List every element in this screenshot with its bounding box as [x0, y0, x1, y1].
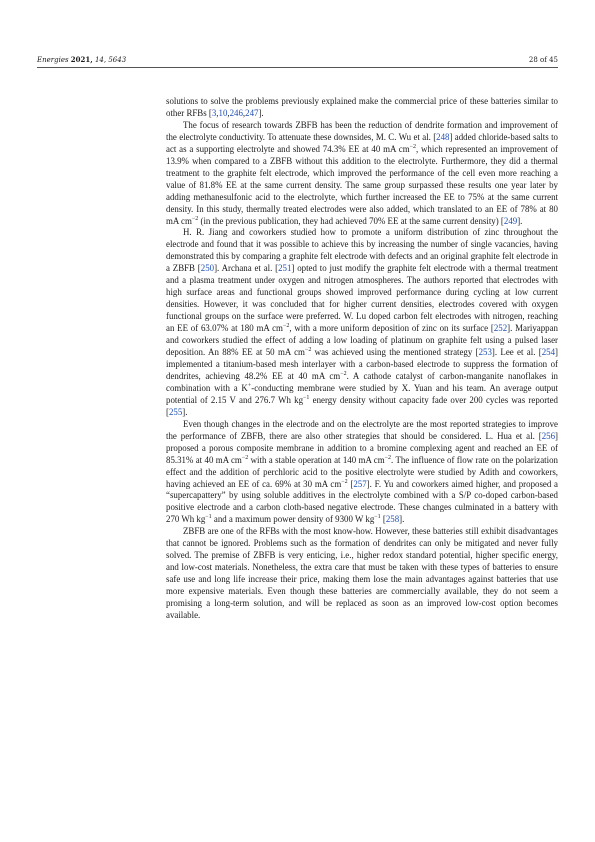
citation-link[interactable]: 255 — [168, 406, 183, 417]
superscript: −1 — [205, 514, 212, 521]
text-run: ]. — [182, 406, 188, 417]
page-number: 28 of 45 — [528, 56, 558, 64]
header-rule — [37, 67, 558, 68]
text-run: Even though changes in the electrode and on the electrolyte are the most reported strategies to improve the performance of ZBFB, there are also other strategies that should be considered. L. Hua et al. [ — [166, 418, 558, 441]
text-run: -conducting membrane were studied by X. Yuan and his team. An average output potential of 2.15 V and 276.7 Wh kg — [166, 382, 558, 405]
superscript: −2 — [384, 454, 391, 461]
text-run: and a maximum power density of 9300 W kg — [211, 514, 375, 525]
text-run: The focus of research towards ZBFB has been the reduction of dendrite formation and improvement of the electrolyte conductivity. To attenuate these downsides, M. C. Wu et al. [ — [166, 119, 558, 142]
superscript: −1 — [303, 394, 310, 401]
article-number: 5643 — [108, 56, 127, 64]
superscript: −2 — [191, 215, 199, 222]
citation-link[interactable]: 10 — [218, 107, 228, 118]
superscript: −2 — [304, 347, 312, 354]
citation-link[interactable]: 247 — [245, 107, 259, 118]
citation-link[interactable]: 258 — [385, 514, 400, 525]
text-run: energy density without capacity fade over 200 cycles was reported [ — [166, 394, 558, 417]
paragraph — [166, 526, 558, 622]
citation-link[interactable]: 251 — [278, 263, 292, 274]
text-run: ]. Archana et al. [ — [214, 263, 279, 274]
superscript: −2 — [282, 323, 290, 330]
citation-link[interactable]: 249 — [503, 215, 518, 226]
citation-link[interactable]: 248 — [436, 131, 450, 142]
superscript: −2 — [340, 370, 347, 377]
text-run: ]. F. Yu and coworkers aimed higher, and proposed a “supercapattery” by using soluble additives in the electrolyte combined with a S/P co-doped carbon-based positive electrode and a carbon cloth-based negative electrode. These changes culminated in a battery with 270 Wh kg — [166, 478, 558, 525]
text-run: ] proposed a porous composite membrane in addition to a bromine complexing agent and reached an EE of 85.31% at 40 mA cm — [166, 430, 558, 465]
journal-volume: 14, — [94, 56, 107, 64]
citation-link[interactable]: 257 — [353, 478, 367, 489]
journal-citation — [37, 54, 126, 66]
text-run: ]. Lee et al. [ — [491, 347, 542, 358]
text-run: . The influence of flow rate on the polarization effect and the addition of perchloric acid to the positive electrolyte were studied by Adith and coworkers, having achieved an EE of ca. 69% at 30 mA cm — [166, 454, 558, 489]
text-run: ZBFB are one of the RFBs with the most know-how. However, these batteries still exhibit disadvantages that cannot be ignored. Problems such as the formation of dendrites can only be mitigated and never fully solved. The premise of ZBFB is very enticing, i.e., higher redox standard potential, higher specific energy, and low-cost materials. Nonetheless, the extra care that must be taken with these types of batteries to ensure safe use and long life increase their price, making them lose the main advantages against batteries that use more expensive materials. Even though these batteries are commercially available, they do not seem a promising a long-term solution, and will be replaced as soon as an improved low-cost option becomes available. — [166, 526, 558, 620]
paragraph — [166, 96, 558, 120]
citation-link[interactable]: 256 — [541, 430, 556, 441]
text-run: was achieved using the mentioned strategy [ — [311, 347, 479, 358]
superscript: + — [247, 382, 252, 389]
journal-name: Energies — [37, 56, 69, 64]
text-run: [ — [347, 478, 354, 489]
citation-link[interactable]: 252 — [493, 323, 508, 334]
text-run: , which represented an improvement of 13.9% when compared to a ZBFB without this addition to the electrolyte. Furthermore, they did a thermal treatment to the graphite felt electrode, which improved the performance of the cell even more reaching a value of 81.8% EE at the same current density. The same group surpassed these results one year later by adding methanesulfonic acid to the electrolyte, which further increased the EE to 75% at the same current density. In this study, thermally treated electrodes were also added, which translated to an EE of 78% at 80 mA cm — [166, 143, 558, 226]
text-run: . A cathode catalyst of carbon-manganite nanoflakes in combination with a K — [166, 370, 558, 393]
text-run: , with a more uniform deposition of zinc on its surface [ — [289, 323, 494, 334]
text-run: ]. — [517, 215, 523, 226]
text-run: with a stable operation at 140 mA cm — [248, 454, 385, 465]
text-run: ] added chloride-based salts to act as a supporting electrolyte and showed 74.3% EE at 40 mA cm — [166, 131, 558, 154]
text-run: ] opted to just modify the graphite felt electrode with a thermal treatment and a plasma treatment under oxygen and nitrogen atmospheres. The authors reported that electrodes with high surface areas and functional groups showed improved performance during cycling at low current densities. However, it was concluded that for higher current densities, electrodes covered with oxygen functional groups on the surface were preferred. W. Lu doped carbon felt electrodes with nitrogen, reaching an EE of 63.07% at 180 mA cm — [166, 263, 558, 334]
citation-link[interactable]: 254 — [541, 347, 556, 358]
text-run: solutions to solve the problems previously explained make the commercial price of these batteries similar to other RFBs [ — [166, 96, 558, 118]
citation-link[interactable]: 250 — [200, 263, 215, 274]
text-run: ]. — [258, 107, 264, 118]
paragraph — [166, 120, 558, 228]
paragraph — [166, 227, 558, 418]
running-header — [37, 54, 558, 66]
text-run: ]. Mariyappan and coworkers studied the effect of adding a low loading of platinum on graphite felt using a pulsed laser deposition. An 88% EE at 50 mA cm — [166, 323, 558, 358]
text-run: ]. — [399, 514, 405, 525]
superscript: −2 — [341, 478, 348, 485]
citation-link[interactable]: 3 — [211, 107, 217, 118]
text-run: H. R. Jiang and coworkers studied how to promote a uniform distribution of zinc throughout the electrode and found that it was possible to achieve this by increasing the number of single vacancies, having demonstrated this by comparing a graphite felt electrode with defects and an original graphite felt electrode in a ZBFB [ — [166, 227, 558, 274]
text-run: , — [227, 107, 230, 118]
article-body — [166, 96, 558, 622]
text-run: ] implemented a titanium-based mesh interlayer with a carbon-based electrode to suppress the formation of dendrites, achieving 48.2% EE at 40 mA cm — [166, 347, 558, 381]
text-run: , — [216, 107, 219, 118]
paragraph — [166, 419, 558, 527]
text-run: , — [242, 107, 246, 118]
superscript: −2 — [409, 143, 416, 150]
citation-link[interactable]: 246 — [229, 107, 243, 118]
journal-year: 2021, — [70, 55, 93, 64]
citation-link[interactable]: 253 — [478, 347, 492, 358]
text-run: (in the previous publication, they had achieved 70% EE at the same current density) [ — [198, 215, 504, 226]
text-run: [ — [380, 514, 386, 525]
superscript: −1 — [374, 514, 381, 521]
superscript: −2 — [241, 454, 249, 461]
